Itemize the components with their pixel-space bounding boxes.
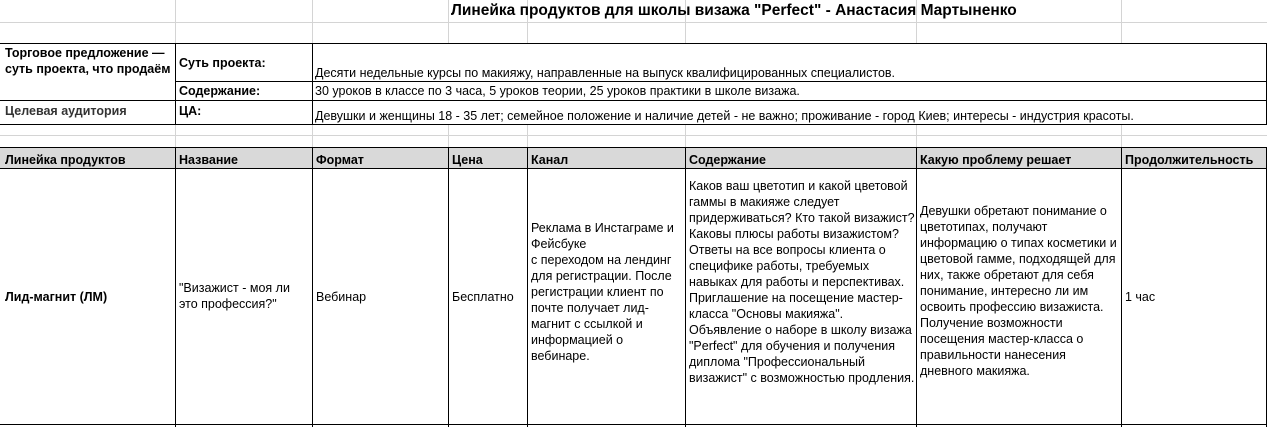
row-channel-line: Реклама в Инстаграме и Фейсбуке — [531, 221, 674, 251]
border — [0, 424, 1267, 425]
header-product-line: Линейка продуктов — [5, 153, 126, 167]
header-format: Формат — [316, 153, 364, 167]
row-format: Вебинар — [316, 290, 367, 304]
row-price: Бесплатно — [452, 290, 514, 304]
row-channel — [531, 220, 683, 364]
border — [448, 147, 449, 427]
border — [0, 100, 1267, 101]
header-name: Название — [179, 153, 239, 167]
content-label: Содержание: — [179, 84, 261, 98]
border — [175, 147, 176, 427]
row-channel-line: с переходом на лендинг для регистрации. После регистрации клиент по почте получает лид-магнит с ссылкой и информацией о вебинаре. — [531, 253, 672, 363]
content-value: 30 уроков в классе по 3 часа, 5 уроков теории, 25 уроков практики в школе визажа. — [315, 84, 800, 98]
row-duration: 1 час — [1125, 290, 1156, 304]
offer-label: Торговое предложение — суть проекта, что продаём — [5, 46, 171, 76]
border — [0, 168, 1267, 169]
essence-label: Суть проекта: — [179, 56, 266, 70]
page-title: Линейка продуктов для школы визажа "Perfect" - Анастасия Мартыненко — [451, 2, 1017, 19]
header-problem: Какую проблему решает — [920, 153, 1072, 167]
row-content: Каков ваш цветотип и какой цветовой гаммы в макияже следует придерживаться? Кто такой визажист? Каковы плюсы работы визажистом? Ответы на все вопросы клиента о специфике работы, требуемых навыках для работы и перспективах. Приглашение на посещение мастер-класса "Основы макияжа". Объявление о наборе в школу визажа "Perfect" для обучения и получения диплома "Профессиональный визажист" с возможностью продления. — [689, 179, 915, 385]
border — [0, 43, 1267, 44]
border — [312, 43, 313, 125]
row-name: "Визажист - моя ли это профессия?" — [179, 281, 290, 311]
gridline — [0, 135, 1267, 136]
header-price: Цена — [452, 153, 483, 167]
row-product: Лид-магнит (ЛМ) — [5, 290, 108, 304]
border — [175, 43, 176, 125]
border — [916, 147, 917, 427]
border — [685, 147, 686, 427]
essence-value: Десяти недельные курсы по макияжу, направленные на выпуск квалифицированных специалистов. — [315, 66, 896, 80]
ca-value: Девушки и женщины 18 - 35 лет; семейное положение и наличие детей - не важно; проживание - город Киев; интересы - индустрия красоты. — [315, 109, 1134, 123]
ca-label: ЦА: — [179, 104, 202, 118]
border — [0, 147, 1267, 148]
border — [1121, 147, 1122, 427]
audience-label: Целевая аудитория — [5, 104, 127, 118]
row-problem: Девушки обретают понимание о цветотипах, получают информацию о типах косметики и цветовой гамме, подходящей для них, также обретают для себя понимание, интересно ли им освоить профессию визажиста. Получение возможности посещения мастер-класса о правильности нанесения дневного макияжа. — [920, 204, 1117, 378]
header-content: Содержание — [689, 153, 767, 167]
border — [0, 124, 1267, 125]
header-duration: Продолжительность — [1125, 153, 1254, 167]
border — [175, 81, 1267, 82]
border — [312, 147, 313, 427]
border — [527, 147, 528, 427]
gridline — [0, 22, 1267, 23]
header-channel: Канал — [531, 153, 569, 167]
